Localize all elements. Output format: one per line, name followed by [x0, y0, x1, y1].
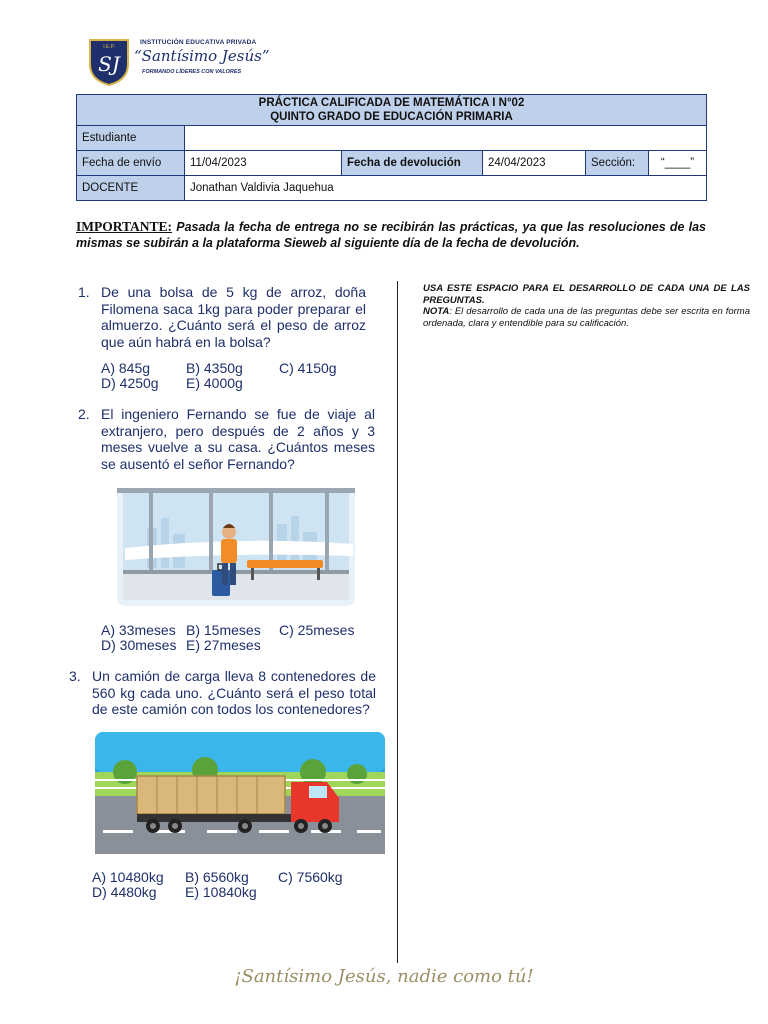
important-label: IMPORTANTE: — [76, 219, 173, 234]
exam-title-cell — [77, 95, 707, 126]
work-area-note — [423, 283, 750, 329]
school-type: INSTITUCIÓN EDUCATIVA PRIVADA — [140, 39, 257, 46]
airport-illustration — [117, 488, 355, 606]
exam-grade: QUINTO GRADO DE EDUCACIÓN PRIMARIA — [270, 111, 513, 123]
section-label: Sección: — [586, 151, 649, 176]
student-field[interactable] — [185, 126, 707, 151]
question-2-options — [101, 623, 391, 653]
question-1-option[interactable]: B) 4350g — [186, 360, 243, 376]
question-3-text: Un camión de carga lleva 8 contenedores de 560 kg cada uno. ¿Cuánto será el peso total de este camión con todos los contenedores? — [92, 668, 376, 717]
school-motto: FORMANDO LÍDERES CON VALORES — [142, 69, 242, 75]
section-field[interactable]: “____” — [649, 151, 707, 176]
exam-info-table — [76, 94, 707, 201]
teacher-value: Jonathan Valdivia Jaquehua — [185, 176, 707, 201]
send-date-value: 11/04/2023 — [185, 151, 342, 176]
note-label: NOTA — [423, 306, 450, 317]
question-1-option[interactable]: E) 4000g — [186, 375, 243, 391]
student-label: Estudiante — [77, 126, 185, 151]
note-text: : El desarrollo de cada una de las preguntas debe ser escrita en forma ordenada, clara y entendible para su calificación. — [423, 306, 750, 329]
column-divider — [397, 281, 398, 963]
important-text: Pasada la fecha de entrega no se recibirán las prácticas, ya que las resoluciones de las mismas se subirán a la plataforma Sieweb al siguiente día de la fecha de devolución. — [76, 220, 706, 250]
svg-text:I.E.P.: I.E.P. — [103, 44, 115, 50]
question-1-options — [101, 361, 381, 391]
svg-text:SJ: SJ — [98, 52, 120, 76]
question-2-option[interactable]: C) 25meses — [279, 622, 355, 638]
school-name: “Santísimo Jesús” — [134, 47, 270, 65]
question-1-number: 1. — [78, 284, 90, 300]
important-notice — [76, 219, 706, 251]
question-1-option[interactable]: A) 845g — [101, 360, 151, 376]
footer-slogan: ¡Santísimo Jesús, nadie como tú! — [234, 966, 534, 987]
question-1-text: De una bolsa de 5 kg de arroz, doña Filomena saca 1kg para poder preparar el almuerzo. ¿Cuánto será el peso de arroz que aún habrá en la bolsa? — [101, 284, 366, 350]
question-3-options — [92, 870, 382, 900]
teacher-label: DOCENTE — [77, 176, 185, 201]
question-3-option[interactable]: C) 7560kg — [278, 869, 343, 885]
question-3-option[interactable]: E) 10840kg — [185, 884, 257, 900]
question-2-option[interactable]: D) 30meses — [101, 637, 177, 653]
question-2-option[interactable]: E) 27meses — [186, 637, 261, 653]
question-3-number: 3. — [69, 668, 81, 684]
return-date-value: 24/04/2023 — [483, 151, 586, 176]
send-date-label: Fecha de envío — [77, 151, 185, 176]
return-date-label: Fecha de devolución — [342, 151, 483, 176]
school-crest-icon — [86, 36, 132, 86]
question-2-option[interactable]: B) 15meses — [186, 622, 261, 638]
question-2-text: El ingeniero Fernando se fue de viaje al extranjero, pero después de 2 años y 3 meses vuelve a su casa. ¿Cuántos meses se ausentó el señor Fernando? — [101, 406, 375, 472]
question-1-option[interactable]: C) 4150g — [279, 360, 337, 376]
work-area-heading: USA ESTE ESPACIO PARA EL DESARROLLO DE CADA UNA DE LAS PREGUNTAS. — [423, 283, 750, 306]
school-logo — [86, 36, 276, 86]
exam-title: PRÁCTICA CALIFICADA DE MATEMÁTICA I N°02 — [258, 97, 525, 109]
question-1-option[interactable]: D) 4250g — [101, 375, 159, 391]
question-2-option[interactable]: A) 33meses — [101, 622, 176, 638]
truck-illustration — [95, 732, 385, 854]
question-3-option[interactable]: D) 4480kg — [92, 884, 157, 900]
question-3-option[interactable]: B) 6560kg — [185, 869, 249, 885]
question-2-number: 2. — [78, 406, 90, 422]
question-3-option[interactable]: A) 10480kg — [92, 869, 164, 885]
